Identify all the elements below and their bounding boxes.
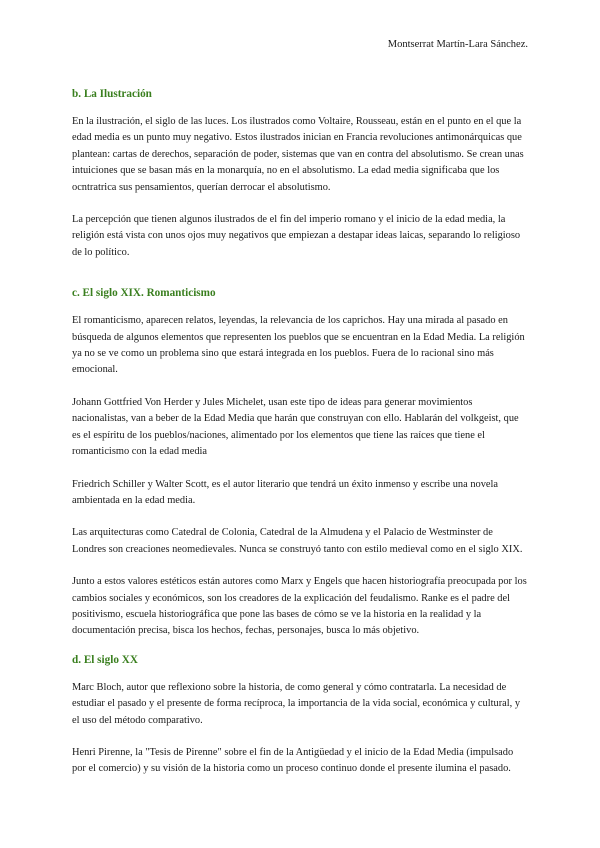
section-heading-ilustracion: b. La Ilustración	[72, 88, 152, 100]
paragraph: Johann Gottfried Von Herder y Jules Michelet, usan este tipo de ideas para generar movimientos nacionalistas, van a beber de la Edad Media que harán que construyan con ello. Hablarán del volkgeist, que es el espíritu de los pueblos/naciones, alimentado por los elementos que tiene las raíces que tiene el romanticismo con la edad media	[72, 396, 519, 458]
paragraph: Friedrich Schiller y Walter Scott, es el autor literario que tendrá un éxito inmenso y escribe una novela ambientada en la edad media.	[72, 478, 499, 506]
paragraph: El romanticismo, aparecen relatos, leyendas, la relevancia de los caprichos. Hay una mirada al pasado en búsqueda de algunos elementos que representen los pueblos que se encuentran en la Edad Media. La religión ya no se ve como un problema sino que estará integrada en los pueblos. Fuera de lo racional sino más emocional.	[72, 315, 525, 376]
paragraph: Junto a estos valores estéticos están autores como Marx y Engels que hacen historiografía preocupada por los cambios sociales y económicos, son los creadores de la explicación del feudalismo. Ranke es el padre del positivismo, escuela historiográfica que pone las bases de cómo se ve la historia en la realidad y la documentación precisa, bisca los hechos, fechas, personajes, busca lo más objetivo.	[72, 576, 527, 637]
author-name: Montserrat Martín-Lara Sánchez.	[387, 39, 528, 50]
paragraph: Marc Bloch, autor que reflexiono sobre la historia, de como general y cómo contratarla. La necesidad de estudiar el pasado y el presente de forma recíproca, la importancia de la vida social, económica y cultural, y el uso del método comparativo.	[72, 681, 521, 726]
section-heading-romanticismo: c. El siglo XIX. Romanticismo	[72, 287, 216, 300]
paragraph: La percepción que tienen algunos ilustrados de el fin del imperio romano y el inicio de la edad media, la religión está vista con unos ojos muy negativos que empiezan a destapar ideas laicas, separando lo religioso de lo político.	[72, 214, 521, 258]
paragraph: Henri Pirenne, la "Tesis de Pirenne" sobre el fin de la Antigüedad y el inicio de la Edad Media (impulsado por el comercio) y su visión de la historia como un proceso continuo donde el presente ilumina el pasado.	[72, 746, 514, 775]
paragraph: Las arquitecturas como Catedral de Colonia, Catedral de la Almudena y el Palacio de Westminster de Londres son creaciones neomedievales. Nunca se construyó tanto con estilo medieval como en el siglo XIX.	[72, 527, 523, 555]
document-body	[72, 86, 527, 778]
paragraph: En la ilustración, el siglo de las luces. Los ilustrados como Voltaire, Rousseau, están en el punto en el que la edad media es un punto muy negativo. Estos ilustrados inician en Francia revoluciones antimonárquicas que plantean: cartas de derechos, separación de poder, sistemas que van en contra del absolutismo. Se crean unas intuiciones que se basan más en la monarquía, no en el absolutismo. La edad media significaba que los ocntratrica sus pensamientos, querían derrocar el absolutismo.	[72, 116, 524, 193]
section-heading-siglo-xx: d. El siglo XX	[72, 653, 138, 666]
